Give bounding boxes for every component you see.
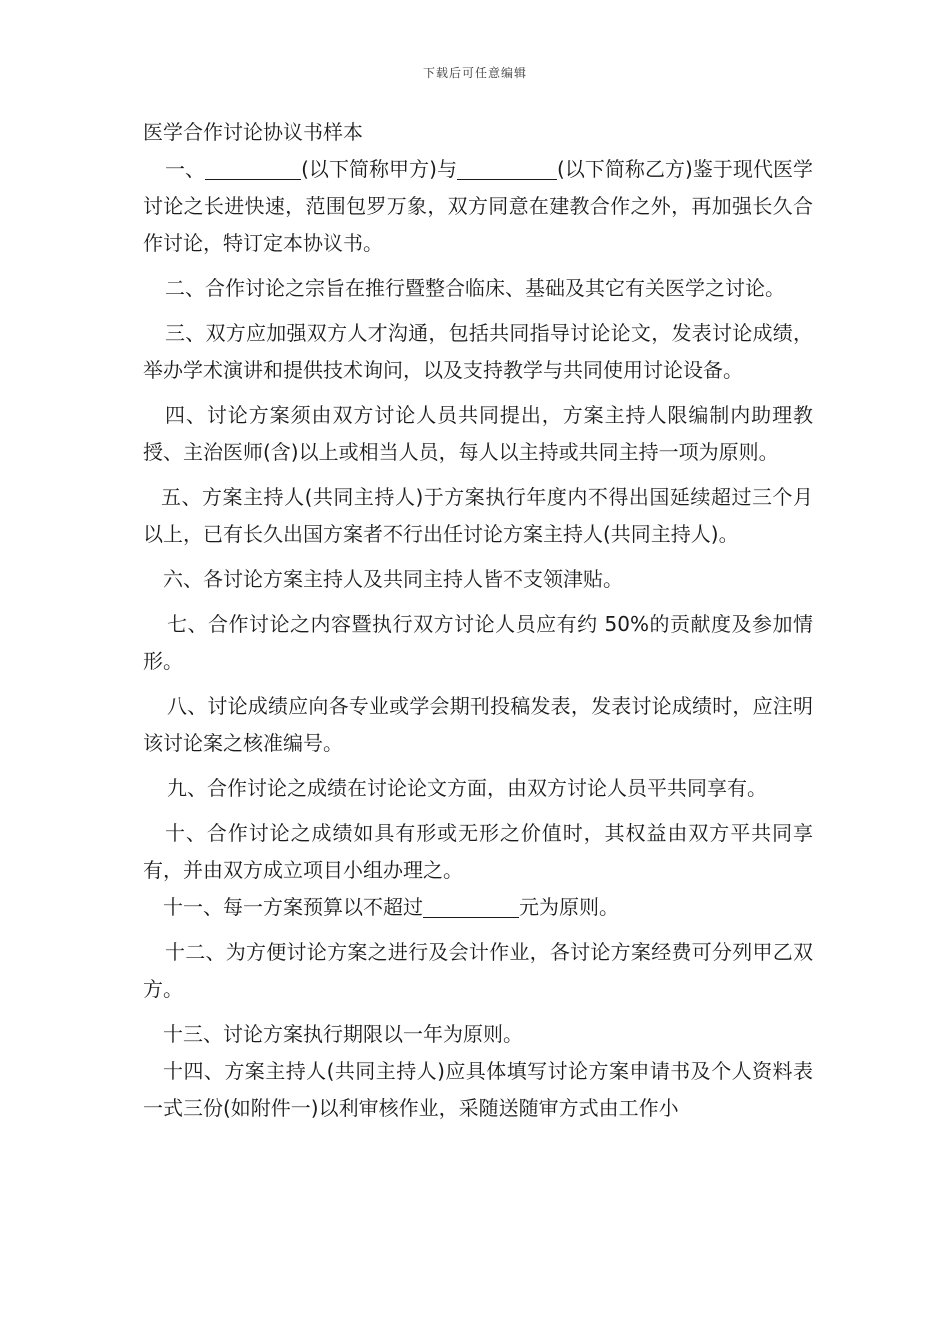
clause-10: 十、合作讨论之成绩如具有形或无形之价值时，其权益由双方平共同享有，并由双方成立项目小组办理之。 xyxy=(143,821,813,882)
blank-party-b xyxy=(457,157,557,180)
clause-7: 七、合作讨论之内容暨执行双方讨论人员应有约 50%的贡献度及参加情形。 xyxy=(143,612,813,673)
clause-1-mid2: (以下简称乙方)鉴于现代医学讨论之长进快速，范围包罗万象，双方同意在建教合作之外，再加强长久合作讨论，特订定本协议书。 xyxy=(143,157,814,255)
blank-budget-amount xyxy=(423,895,519,918)
clause-9: 九、合作讨论之成绩在讨论论文方面，由双方讨论人员平共同享有。 xyxy=(167,776,767,800)
clause-8: 八、讨论成绩应向各专业或学会期刊投稿发表，发表讨论成绩时，应注明该讨论案之核准编号。 xyxy=(143,694,813,755)
clause-11 xyxy=(143,889,813,926)
clause-13: 十三、讨论方案执行期限以一年为原则。 xyxy=(163,1022,523,1046)
clause-3: 三、双方应加强双方人才沟通，包括共同指导讨论论文，发表讨论成绩，举办学术演讲和提供技术询问，以及支持教学与共同使用讨论设备。 xyxy=(143,321,813,382)
blank-party-a xyxy=(205,157,301,180)
clause-1-mid1: (以下简称甲方)与 xyxy=(301,157,457,181)
clause-5: 五、方案主持人(共同主持人)于方案执行年度内不得出国延续超过三个月以上，已有长久出国方案者不行出任讨论方案主持人(共同主持人)。 xyxy=(143,485,813,546)
clause-2: 二、合作讨论之宗旨在推行暨整合临床、基础及其它有关医学之讨论。 xyxy=(165,276,785,300)
page-header-note: 下载后可任意编辑 xyxy=(422,66,527,80)
document-title: 医学合作讨论协议书样本 xyxy=(143,120,363,144)
clause-4: 四、讨论方案须由双方讨论人员共同提出，方案主持人限编制内助理教授、主治医师(含)以上或相当人员，每人以主持或共同主持一项为原则。 xyxy=(143,403,813,464)
clause-12: 十二、为方便讨论方案之进行及会计作业，各讨论方案经费可分列甲乙双方。 xyxy=(143,940,813,1001)
clause-11-lead: 十一、每一方案预算以不超过 xyxy=(163,895,423,919)
clause-6: 六、各讨论方案主持人及共同主持人皆不支领津贴。 xyxy=(163,567,623,591)
clause-1-lead: 一、 xyxy=(165,157,206,181)
clause-14: 十四、方案主持人(共同主持人)应具体填写讨论方案申请书及个人资料表一式三份(如附件一)以利审核作业，采随送随审方式由工作小 xyxy=(143,1059,813,1120)
clause-11-tail: 元为原则。 xyxy=(519,895,619,919)
document-body xyxy=(143,114,813,1127)
clause-1 xyxy=(143,151,813,262)
